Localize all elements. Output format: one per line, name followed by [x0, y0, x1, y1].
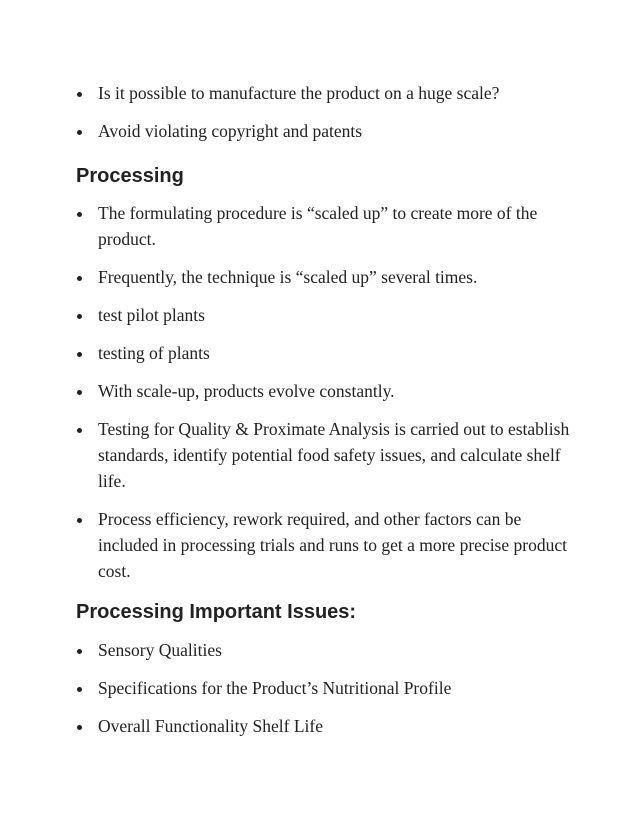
bullet-icon	[77, 212, 82, 217]
list-item	[0, 118, 638, 144]
list-item	[0, 416, 638, 494]
bullet-icon	[77, 649, 82, 654]
bullet-icon	[77, 687, 82, 692]
list-item	[0, 200, 638, 252]
list-item	[0, 637, 638, 663]
list-item-text: Specifications for the Product’s Nutritional Profile	[98, 678, 452, 698]
list-item	[0, 302, 638, 328]
list-item-text: Testing for Quality & Proximate Analysis is carried out to establish standards, identify potential food safety issues, and calculate shelf life.	[98, 419, 570, 491]
list-item	[0, 506, 638, 584]
list-item	[0, 713, 638, 739]
list-item-text: The formulating procedure is “scaled up” to create more of the product.	[98, 203, 538, 249]
list-item-text: With scale-up, products evolve constantly.	[98, 381, 395, 401]
bullet-icon	[77, 725, 82, 730]
list-item-text: Frequently, the technique is “scaled up” several times.	[98, 267, 478, 287]
section-heading-processing: Processing	[76, 165, 184, 187]
bullet-icon	[77, 352, 82, 357]
bullet-icon	[77, 276, 82, 281]
list-item	[0, 378, 638, 404]
list-item-text: testing of plants	[98, 343, 210, 363]
issues-bullet-list	[0, 637, 638, 751]
list-item	[0, 80, 638, 106]
bullet-icon	[77, 518, 82, 523]
list-item-text: Avoid violating copyright and patents	[98, 121, 363, 141]
bullet-icon	[77, 428, 82, 433]
list-item	[0, 340, 638, 366]
section-heading-important-issues: Processing Important Issues:	[76, 601, 357, 623]
list-item-text: Sensory Qualities	[98, 640, 222, 660]
bullet-icon	[77, 390, 82, 395]
bullet-icon	[77, 130, 82, 135]
list-item-text: Is it possible to manufacture the product on a huge scale?	[98, 83, 500, 103]
bullet-icon	[77, 92, 82, 97]
list-item-text: Process efficiency, rework required, and other factors can be included in processing trials and runs to get a more precise product cost.	[98, 509, 567, 581]
list-item	[0, 675, 638, 701]
list-item-text: test pilot plants	[98, 305, 205, 325]
list-item	[0, 264, 638, 290]
processing-bullet-list	[0, 200, 638, 596]
list-item-text: Overall Functionality Shelf Life	[98, 716, 324, 736]
intro-bullet-list	[0, 80, 638, 156]
bullet-icon	[77, 314, 82, 319]
